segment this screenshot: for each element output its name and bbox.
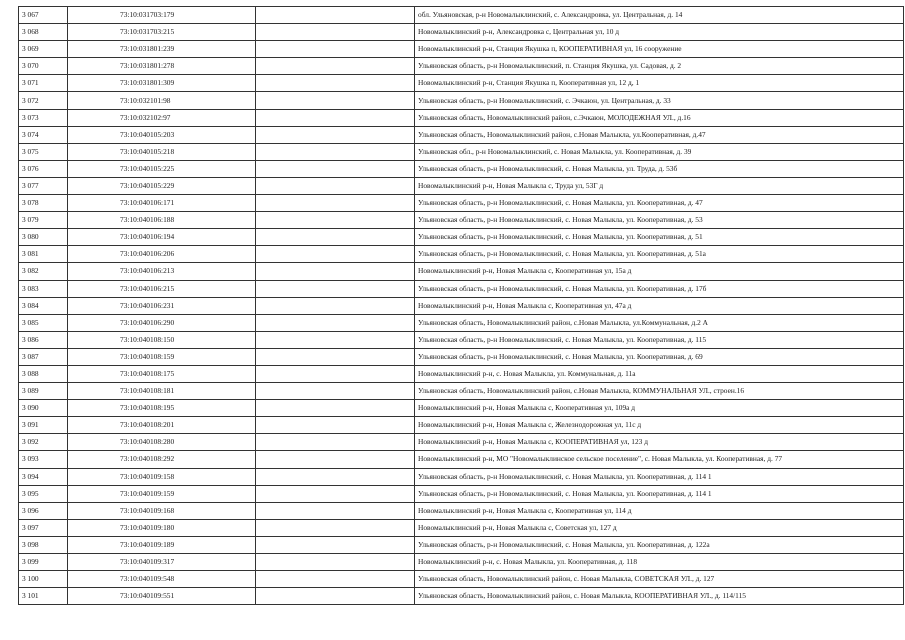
cadastral-number-cell: 73:10:040109:548: [68, 571, 256, 588]
address-cell: Новомалыклинский р-н, Новая Малыкла с, КООПЕРАТИВНАЯ ул, 123 д: [415, 434, 904, 451]
row-number-cell: 3 079: [19, 212, 68, 229]
address-cell: Ульяновская область, р-н Новомалыклинский, с. Новая Малыкла, ул. Кооперативная, д. 51а: [415, 246, 904, 263]
cadastral-number-cell: 73:10:040109:159: [68, 485, 256, 502]
cadastral-number-cell: 73:10:040108:280: [68, 434, 256, 451]
row-number-cell: 3 082: [19, 263, 68, 280]
row-number-cell: 3 090: [19, 400, 68, 417]
table-row: [19, 468, 904, 485]
empty-cell: [256, 297, 415, 314]
address-cell: Ульяновская область, Новомалыклинский район, с.Новая Малыкла, КОММУНАЛЬНАЯ УЛ., строен.16: [415, 383, 904, 400]
empty-cell: [256, 348, 415, 365]
row-number-cell: 3 073: [19, 109, 68, 126]
row-number-cell: 3 093: [19, 451, 68, 468]
empty-cell: [256, 554, 415, 571]
address-cell: Ульяновская область, Новомалыклинский район, с. Новая Малыкла, КООПЕРАТИВНАЯ УЛ., д. 114/115: [415, 588, 904, 605]
table-row: [19, 143, 904, 160]
table-row: [19, 195, 904, 212]
row-number-cell: 3 070: [19, 58, 68, 75]
empty-cell: [256, 365, 415, 382]
address-cell: Ульяновская область, р-н Новомалыклинский, с. Новая Малыкла, ул. Кооперативная, д. 51: [415, 229, 904, 246]
address-cell: обл. Ульяновская, р-н Новомалыклинский, с. Александровка, ул. Центральная, д. 14: [415, 7, 904, 24]
table-row: [19, 588, 904, 605]
row-number-cell: 3 080: [19, 229, 68, 246]
row-number-cell: 3 098: [19, 536, 68, 553]
table-row: [19, 24, 904, 41]
table-row: [19, 246, 904, 263]
table-row: [19, 383, 904, 400]
table-row: [19, 434, 904, 451]
table-row: [19, 451, 904, 468]
cadastral-number-cell: 73:10:040108:181: [68, 383, 256, 400]
cadastral-number-cell: 73:10:031703:179: [68, 7, 256, 24]
row-number-cell: 3 086: [19, 331, 68, 348]
address-cell: Новомалыклинский р-н, Александровка с, Центральная ул, 10 д: [415, 24, 904, 41]
table-row: [19, 160, 904, 177]
address-cell: Новомалыклинский р-н, Новая Малыкла с, Кооперативная ул, 114 д: [415, 502, 904, 519]
cadastral-number-cell: 73:10:032101:98: [68, 92, 256, 109]
cadastral-number-cell: 73:10:040108:159: [68, 348, 256, 365]
table-row: [19, 229, 904, 246]
document-page: [18, 6, 904, 605]
row-number-cell: 3 089: [19, 383, 68, 400]
address-cell: Ульяновская область, р-н Новомалыклинский, с. Новая Малыкла, ул. Труда, д. 53б: [415, 160, 904, 177]
address-cell: Новомалыклинский р-н, Новая Малыкла с, Кооперативная ул, 15а д: [415, 263, 904, 280]
row-number-cell: 3 100: [19, 571, 68, 588]
cadastral-number-cell: 73:10:040108:195: [68, 400, 256, 417]
row-number-cell: 3 081: [19, 246, 68, 263]
table-row: [19, 365, 904, 382]
row-number-cell: 3 099: [19, 554, 68, 571]
table-body: [19, 7, 904, 605]
cadastral-number-cell: 73:10:031703:215: [68, 24, 256, 41]
address-cell: Новомалыклинский р-н, Новая Малыкла с, Кооперативная ул, 47а д: [415, 297, 904, 314]
address-cell: Новомалыклинский р-н, Новая Малыкла с, Труда ул, 53Г д: [415, 177, 904, 194]
cadastral-number-cell: 73:10:040105:218: [68, 143, 256, 160]
table-row: [19, 502, 904, 519]
table-row: [19, 485, 904, 502]
cadastral-number-cell: 73:10:040106:215: [68, 280, 256, 297]
cadastral-number-cell: 73:10:040108:292: [68, 451, 256, 468]
table-row: [19, 554, 904, 571]
empty-cell: [256, 263, 415, 280]
row-number-cell: 3 092: [19, 434, 68, 451]
empty-cell: [256, 143, 415, 160]
table-row: [19, 297, 904, 314]
cadastral-number-cell: 73:10:040106:290: [68, 314, 256, 331]
address-cell: Ульяновская область, р-н Новомалыклинский, с. Эчкаюн, ул. Центральная, д. 33: [415, 92, 904, 109]
empty-cell: [256, 536, 415, 553]
empty-cell: [256, 314, 415, 331]
row-number-cell: 3 076: [19, 160, 68, 177]
cadastral-number-cell: 73:10:040109:168: [68, 502, 256, 519]
address-cell: Ульяновская область, р-н Новомалыклинский, с. Новая Малыкла, ул. Кооперативная, д. 122а: [415, 536, 904, 553]
empty-cell: [256, 588, 415, 605]
table-row: [19, 41, 904, 58]
cadastral-number-cell: 73:10:040106:213: [68, 263, 256, 280]
cadastral-number-cell: 73:10:031801:239: [68, 41, 256, 58]
cadastral-number-cell: 73:10:032102:97: [68, 109, 256, 126]
table-row: [19, 331, 904, 348]
table-row: [19, 280, 904, 297]
cadastral-number-cell: 73:10:040105:203: [68, 126, 256, 143]
row-number-cell: 3 067: [19, 7, 68, 24]
row-number-cell: 3 074: [19, 126, 68, 143]
empty-cell: [256, 434, 415, 451]
empty-cell: [256, 451, 415, 468]
table-row: [19, 109, 904, 126]
table-row: [19, 400, 904, 417]
row-number-cell: 3 087: [19, 348, 68, 365]
table-row: [19, 536, 904, 553]
empty-cell: [256, 75, 415, 92]
empty-cell: [256, 160, 415, 177]
address-cell: Ульяновская обл., р-н Новомалыклинский, с. Новая Малыкла, ул. Кооперативная, д. 39: [415, 143, 904, 160]
table-row: [19, 58, 904, 75]
empty-cell: [256, 502, 415, 519]
row-number-cell: 3 072: [19, 92, 68, 109]
cadastral-number-cell: 73:10:031801:309: [68, 75, 256, 92]
cadastral-number-cell: 73:10:040109:551: [68, 588, 256, 605]
empty-cell: [256, 229, 415, 246]
table-row: [19, 314, 904, 331]
table-row: [19, 212, 904, 229]
address-cell: Ульяновская область, р-н Новомалыклинский, с. Новая Малыкла, ул. Кооперативная, д. 115: [415, 331, 904, 348]
row-number-cell: 3 068: [19, 24, 68, 41]
empty-cell: [256, 24, 415, 41]
cadastral-number-cell: 73:10:040109:189: [68, 536, 256, 553]
address-cell: Новомалыклинский р-н, Станция Якушка п, КООПЕРАТИВНАЯ ул, 16 сооружение: [415, 41, 904, 58]
row-number-cell: 3 071: [19, 75, 68, 92]
row-number-cell: 3 085: [19, 314, 68, 331]
table-row: [19, 7, 904, 24]
table-row: [19, 571, 904, 588]
empty-cell: [256, 92, 415, 109]
empty-cell: [256, 331, 415, 348]
cadastral-number-cell: 73:10:040108:175: [68, 365, 256, 382]
table-row: [19, 417, 904, 434]
empty-cell: [256, 468, 415, 485]
empty-cell: [256, 7, 415, 24]
address-cell: Новомалыклинский р-н, МО "Новомалыклинское сельское поселение", с. Новая Малыкла, ул. Кооперативная, д. 77: [415, 451, 904, 468]
cadastral-number-cell: 73:10:040105:225: [68, 160, 256, 177]
cadastral-number-cell: 73:10:031801:278: [68, 58, 256, 75]
empty-cell: [256, 177, 415, 194]
cadastral-number-cell: 73:10:040108:150: [68, 331, 256, 348]
cadastral-number-cell: 73:10:040109:180: [68, 519, 256, 536]
address-cell: Ульяновская область, р-н Новомалыклинский, с. Новая Малыкла, ул. Кооперативная, д. 47: [415, 195, 904, 212]
cadastral-number-cell: 73:10:040109:317: [68, 554, 256, 571]
empty-cell: [256, 400, 415, 417]
address-cell: Ульяновская область, р-н Новомалыклинский, с. Новая Малыкла, ул. Кооперативная, д. 53: [415, 212, 904, 229]
empty-cell: [256, 126, 415, 143]
empty-cell: [256, 280, 415, 297]
row-number-cell: 3 075: [19, 143, 68, 160]
table-row: [19, 177, 904, 194]
row-number-cell: 3 088: [19, 365, 68, 382]
cadastral-number-cell: 73:10:040108:201: [68, 417, 256, 434]
row-number-cell: 3 096: [19, 502, 68, 519]
address-cell: Новомалыклинский р-н, с. Новая Малыкла, ул. Кооперативная, д. 118: [415, 554, 904, 571]
row-number-cell: 3 094: [19, 468, 68, 485]
table-row: [19, 519, 904, 536]
address-cell: Ульяновская область, р-н Новомалыклинский, с. Новая Малыкла, ул. Кооперативная, д. 114 1: [415, 468, 904, 485]
row-number-cell: 3 101: [19, 588, 68, 605]
empty-cell: [256, 109, 415, 126]
empty-cell: [256, 195, 415, 212]
row-number-cell: 3 095: [19, 485, 68, 502]
empty-cell: [256, 485, 415, 502]
table-row: [19, 126, 904, 143]
cadastral-number-cell: 73:10:040106:194: [68, 229, 256, 246]
address-cell: Новомалыклинский р-н, с. Новая Малыкла, ул. Коммунальная, д. 11а: [415, 365, 904, 382]
address-cell: Новомалыклинский р-н, Новая Малыкла с, Кооперативная ул, 109а д: [415, 400, 904, 417]
empty-cell: [256, 212, 415, 229]
address-cell: Ульяновская область, р-н Новомалыклинский, п. Станция Якушка, ул. Садовая, д. 2: [415, 58, 904, 75]
property-register-table: [18, 6, 904, 605]
address-cell: Ульяновская область, Новомалыклинский район, с. Новая Малыкла, СОВЕТСКАЯ УЛ., д. 127: [415, 571, 904, 588]
empty-cell: [256, 417, 415, 434]
row-number-cell: 3 084: [19, 297, 68, 314]
address-cell: Новомалыклинский р-н, Новая Малыкла с, Железнодорожная ул, 11с д: [415, 417, 904, 434]
address-cell: Ульяновская область, р-н Новомалыклинский, с. Новая Малыкла, ул. Кооперативная, д. 69: [415, 348, 904, 365]
empty-cell: [256, 519, 415, 536]
table-row: [19, 92, 904, 109]
empty-cell: [256, 41, 415, 58]
table-row: [19, 75, 904, 92]
table-row: [19, 348, 904, 365]
cadastral-number-cell: 73:10:040106:171: [68, 195, 256, 212]
row-number-cell: 3 069: [19, 41, 68, 58]
address-cell: Ульяновская область, р-н Новомалыклинский, с. Новая Малыкла, ул. Кооперативная, д. 114 1: [415, 485, 904, 502]
cadastral-number-cell: 73:10:040106:188: [68, 212, 256, 229]
row-number-cell: 3 083: [19, 280, 68, 297]
empty-cell: [256, 246, 415, 263]
cadastral-number-cell: 73:10:040106:231: [68, 297, 256, 314]
address-cell: Ульяновская область, Новомалыклинский район, с.Эчкаюн, МОЛОДЕЖНАЯ УЛ., д.16: [415, 109, 904, 126]
address-cell: Ульяновская область, Новомалыклинский район, с.Новая Малыкла, ул.Коммунальная, д.2 А: [415, 314, 904, 331]
empty-cell: [256, 383, 415, 400]
address-cell: Новомалыклинский р-н, Станция Якушка п, Кооперативная ул, 12 д, 1: [415, 75, 904, 92]
cadastral-number-cell: 73:10:040105:229: [68, 177, 256, 194]
empty-cell: [256, 571, 415, 588]
cadastral-number-cell: 73:10:040106:206: [68, 246, 256, 263]
row-number-cell: 3 077: [19, 177, 68, 194]
empty-cell: [256, 58, 415, 75]
address-cell: Ульяновская область, Новомалыклинский район, с.Новая Малыкла, ул.Кооперативная, д.47: [415, 126, 904, 143]
row-number-cell: 3 097: [19, 519, 68, 536]
table-row: [19, 263, 904, 280]
address-cell: Ульяновская область, р-н Новомалыклинский, с. Новая Малыкла, ул. Кооперативная, д. 17б: [415, 280, 904, 297]
cadastral-number-cell: 73:10:040109:158: [68, 468, 256, 485]
row-number-cell: 3 091: [19, 417, 68, 434]
address-cell: Новомалыклинский р-н, Новая Малыкла с, Советская ул, 127 д: [415, 519, 904, 536]
row-number-cell: 3 078: [19, 195, 68, 212]
